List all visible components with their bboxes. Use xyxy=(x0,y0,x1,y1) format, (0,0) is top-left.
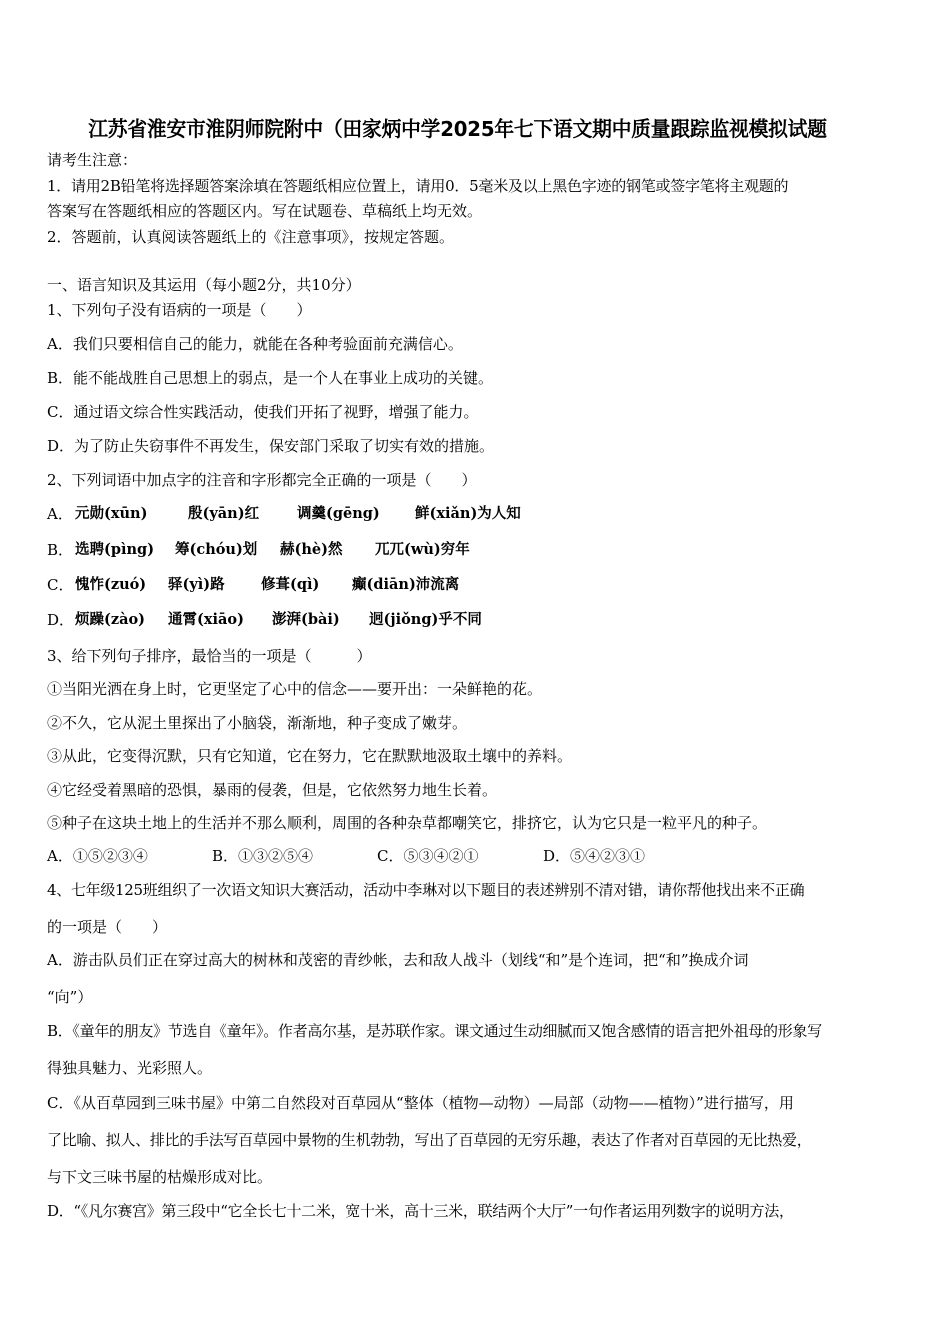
q1-stem: 1、下列句子没有语病的一项是（ ） xyxy=(47,301,312,319)
q1-option-d: D．为了防止失窃事件不再发生，保安部门采取了切实有效的措施。 xyxy=(47,437,495,455)
exam-title: 江苏省淮安市淮阴师院附中（田家炳中学2025年七下语文期中质量跟踪监视模拟试题 xyxy=(88,117,827,141)
q2-row-c-word-2: 驿(yì)路 xyxy=(168,576,225,593)
q1-option-c: C．通过语文综合性实践活动，使我们开拓了视野，增强了能力。 xyxy=(47,403,479,421)
q2-row-a-label: A． xyxy=(47,505,73,523)
q2-row-b-word-4: 兀兀(wù)穷年 xyxy=(375,541,470,558)
q2-row-c-word-3: 修葺(qì) xyxy=(261,576,320,593)
q3-sentence-5: ⑤种子在这块土地上的生活并不那么顺利，周围的各种杂草都嘲笑它，排挤它，认为它只是一粒平凡的种子。 xyxy=(47,814,768,832)
q4-option-c-line-2: 了比喻、拟人、排比的手法写百草园中景物的生机勃勃，写出了百草园的无穷乐趣，表达了作者对百草园的无比热爱， xyxy=(47,1131,812,1149)
q4-stem-line-1: 4、七年级125班组织了一次语文知识大赛活动，活动中李琳对以下题目的表述辨别不清对错，请你帮他找出来不正确 xyxy=(47,881,805,899)
q2-row-d-word-2: 通霄(xiāo) xyxy=(168,611,244,628)
q1-option-b: B．能不能战胜自己思想上的弱点，是一个人在事业上成功的关键。 xyxy=(47,369,494,387)
q2-stem: 2、下列词语中加点字的注音和字形都完全正确的一项是（ ） xyxy=(47,471,477,489)
q3-sentence-2: ②不久，它从泥土里探出了小脑袋，渐渐地，种子变成了嫩芽。 xyxy=(47,714,468,732)
section-heading: 一、语言知识及其运用（每小题2分，共10分） xyxy=(47,276,361,294)
q4-option-a-line-2: “向”） xyxy=(47,988,93,1006)
q4-option-b-line-2: 得独具魅力、光彩照人。 xyxy=(47,1059,213,1077)
q2-row-a-word-3: 调羹(gēng) xyxy=(297,505,380,522)
q2-row-c-word-1: 愧怍(zuó) xyxy=(75,576,147,593)
q3-option-b: B．①③②⑤④ xyxy=(212,847,314,865)
notice-item-1-line-1: 1．请用2B铅笔将选择题答案涂填在答题纸相应位置上，请用0．5毫米及以上黑色字迹的钢笔或签字笔将主观题的 xyxy=(47,177,789,195)
q3-sentence-4: ④它经受着黑暗的恐惧，暴雨的侵袭，但是，它依然努力地生长着。 xyxy=(47,781,498,799)
q2-row-b-word-1: 选聘(pìng) xyxy=(75,541,155,558)
q2-row-b-word-3: 赫(hè)然 xyxy=(280,541,343,558)
q2-row-a-word-4: 鲜(xiǎn)为人知 xyxy=(415,505,521,522)
q2-row-d-word-1: 烦躁(zào) xyxy=(75,611,146,628)
q2-row-c-word-4: 癫(diān)沛流离 xyxy=(352,576,460,593)
q2-row-d-word-3: 澎湃(bài) xyxy=(272,611,340,628)
notice-heading: 请考生注意： xyxy=(47,151,138,169)
q4-option-a-line-1: A．游击队员们正在穿过高大的树林和茂密的青纱帐，去和敌人战斗（划线“和”是个连词，把“和”换成介词 xyxy=(47,951,749,969)
q3-option-c: C．⑤③④②① xyxy=(377,847,479,865)
q3-option-d: D．⑤④②③① xyxy=(543,847,646,865)
q4-option-b-line-1: B．《童年的朋友》节选自《童年》。作者高尔基，是苏联作家。课文通过生动细腻而又饱含感情的语言把外祖母的形象写 xyxy=(47,1022,822,1040)
q3-option-a: A．①⑤②③④ xyxy=(47,847,148,865)
q4-stem-line-2: 的一项是（ ） xyxy=(47,918,168,936)
q2-row-a-word-1: 元勋(xūn) xyxy=(75,505,148,522)
q2-row-b-word-2: 筹(chóu)划 xyxy=(175,541,258,558)
q3-stem: 3、给下列句子排序，最恰当的一项是（ ） xyxy=(47,647,372,665)
q2-row-c-label: C． xyxy=(47,576,74,594)
q2-row-a-word-2: 殷(yān)红 xyxy=(188,505,260,522)
q2-row-b-label: B． xyxy=(47,541,74,559)
notice-item-2: 2．答题前，认真阅读答题纸上的《注意事项》，按规定答题。 xyxy=(47,228,455,246)
q2-row-d-label: D． xyxy=(47,611,75,629)
q4-option-c-line-3: 与下文三味书屋的枯燥形成对比。 xyxy=(47,1168,273,1186)
notice-item-1-line-2: 答案写在答题纸相应的答题区内。写在试题卷、草稿纸上均无效。 xyxy=(47,202,483,220)
q1-option-a: A．我们只要相信自己的能力，就能在各种考验面前充满信心。 xyxy=(47,335,463,353)
q4-option-d-line-1: D．“《凡尔赛宫》第三段中“它全长七十二米，宽十米，高十三米，联结两个大厅”一句作者运用列数字的说明方法， xyxy=(47,1202,794,1220)
q2-row-d-word-4: 迥(jiǒng)乎不同 xyxy=(369,611,482,628)
q3-sentence-3: ③从此，它变得沉默，只有它知道，它在努力，它在默默地汲取土壤中的养料。 xyxy=(47,747,573,765)
q3-sentence-1: ①当阳光洒在身上时，它更坚定了心中的信念——要开出：一朵鲜艳的花。 xyxy=(47,680,543,698)
q4-option-c-line-1: C．《从百草园到三味书屋》中第二自然段对百草园从“整体（植物—动物）—局部（动物——植物）”进行描写，用 xyxy=(47,1094,794,1112)
